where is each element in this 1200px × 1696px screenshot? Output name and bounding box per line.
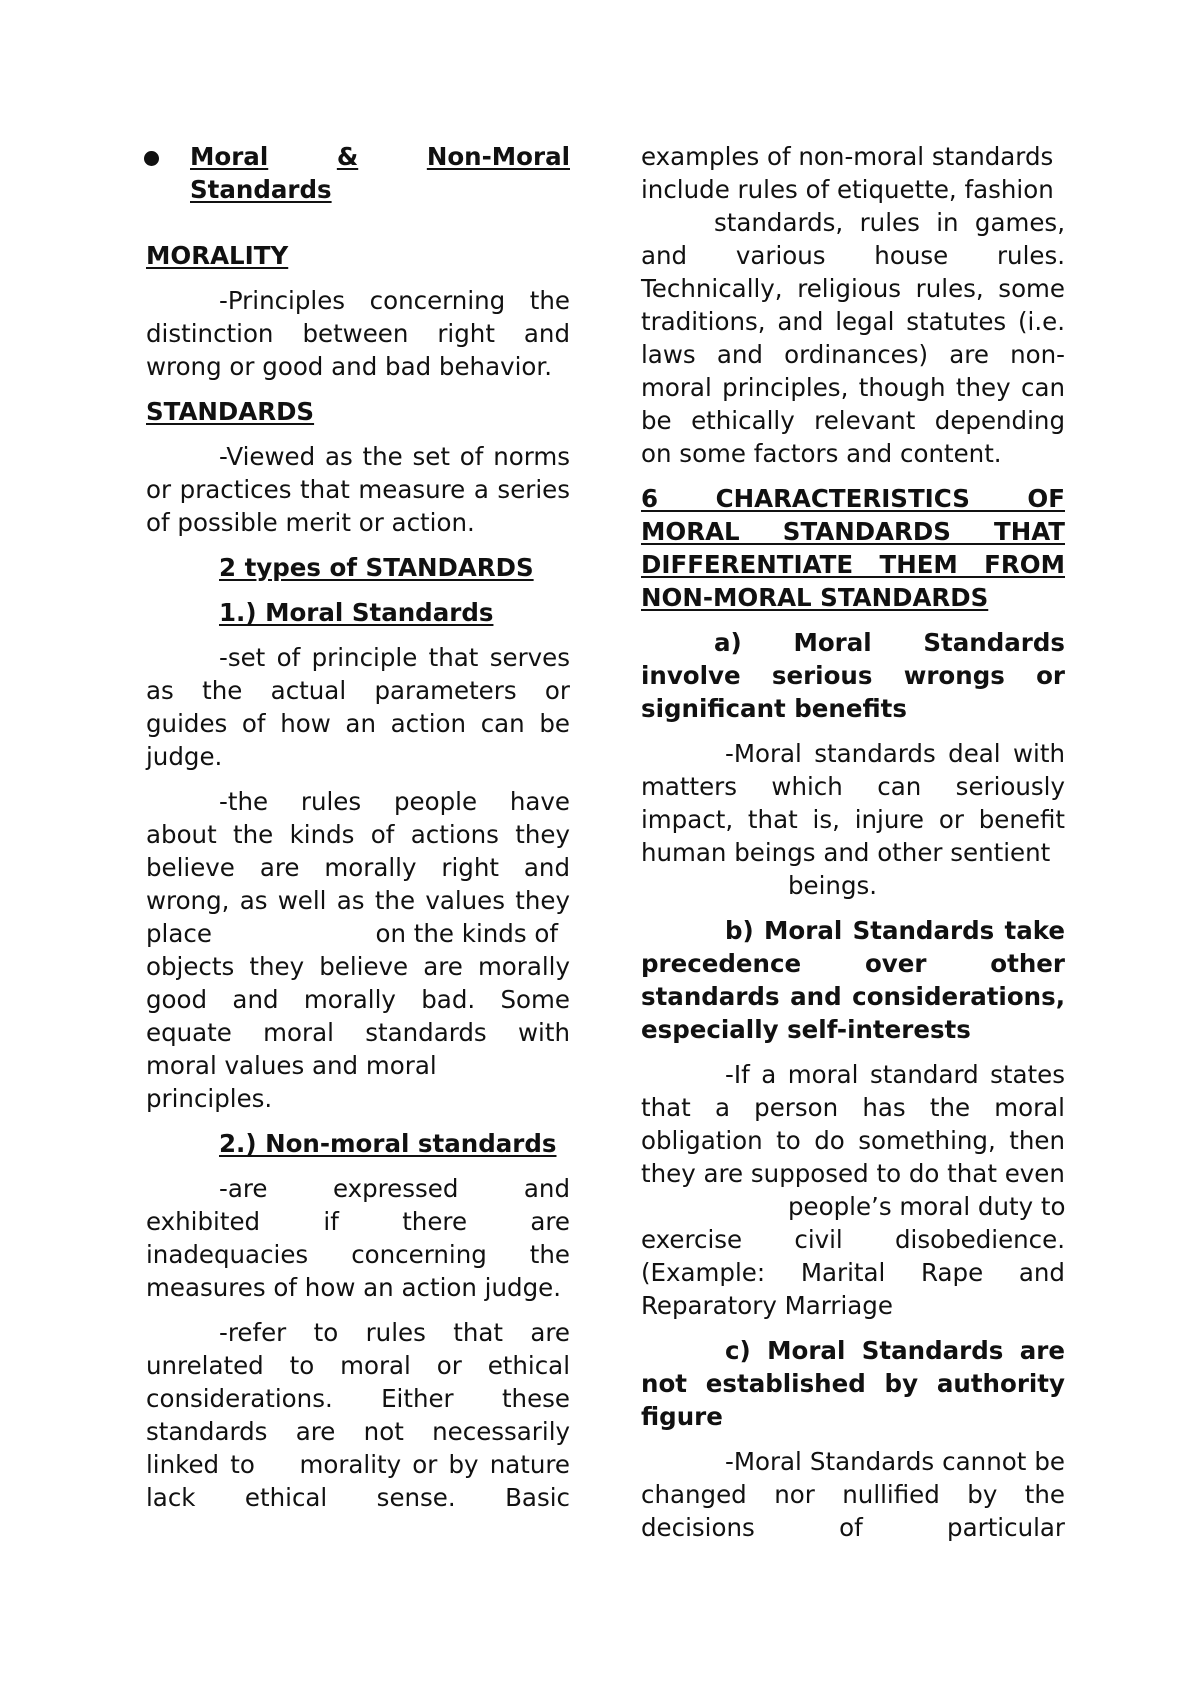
text-line: standards, rules in games, [714,208,1065,237]
text-line: matters which can seriously [641,772,1065,801]
text-line: inadequacies concerning the [146,1240,570,1269]
text-line: laws and ordinances) are non- [641,340,1065,369]
types-heading: 2 types of STANDARDS [219,553,534,582]
text-line: obligation to do something, then [641,1126,1065,1155]
text-line: changed nor nullified by the [641,1480,1065,1509]
section-title [146,140,570,173]
text-line: on some factors and content. [641,439,1002,468]
heading-line: NON-MORAL STANDARDS [641,583,989,612]
heading-line: precedence over other [641,949,1065,978]
text-line: -Moral standards deal with [725,739,1065,768]
text-line: standards are not necessarily [146,1417,570,1446]
heading-line: b) Moral Standards take [725,916,1065,945]
section-title-line2: Standards [190,175,332,204]
heading-line: c) Moral Standards are [725,1336,1065,1365]
text-line: decisions of particular [641,1513,1065,1542]
title-word: & [336,142,359,171]
text-line: believe are morally right and [146,853,570,882]
text-line: judge. [146,742,223,771]
text-line: principles. [146,1084,273,1113]
characteristic-c-text [641,1445,1065,1544]
text-line: of possible merit or action. [146,508,475,537]
text-line: considerations. Either these [146,1384,570,1413]
text-line: lack ethical sense. Basic [146,1483,570,1512]
text-line: -refer to rules that are [219,1318,570,1347]
non-moral-standards-heading: 2.) Non-moral standards [219,1129,557,1158]
text-line: about the kinds of actions they [146,820,570,849]
text-line: -Principles concerning the [219,286,570,315]
left-column [146,140,570,1514]
text-line: distinction between right and [146,319,570,348]
non-moral-paragraph-2 [146,1316,570,1514]
heading-line: involve serious wrongs or [641,661,1065,690]
text-line: include rules of etiquette, fashion [641,175,1054,204]
heading-line: significant benefits [641,694,907,723]
text-line: -are expressed and [219,1174,570,1203]
heading-line: standards and considerations, [641,982,1065,1011]
characteristic-b-text [641,1058,1065,1322]
text-line: and various house rules. [641,241,1065,270]
text-line: exhibited if there are [146,1207,570,1236]
heading-line: not established by authority [641,1369,1065,1398]
non-moral-paragraph-1 [146,1172,570,1304]
text-line: place on the kinds of [146,919,559,948]
moral-standards-heading: 1.) Moral Standards [219,598,494,627]
heading-line: DIFFERENTIATE THEM FROM [641,550,1065,579]
text-line: -Moral Standards cannot be [725,1447,1065,1476]
moral-paragraph-2 [146,785,570,1115]
text-line: wrong, as well as the values they [146,886,570,915]
text-line: equate moral standards with [146,1018,570,1047]
text-line: measures of how an action judge. [146,1273,561,1302]
text-line: traditions, and legal statutes (i.e. [641,307,1065,336]
heading-line: a) Moral Standards [714,628,1065,657]
right-column [641,140,1065,1544]
text-line: linked to morality or by nature [146,1450,570,1479]
text-line: moral principles, though they can [641,373,1065,402]
text-line: -Viewed as the set of norms [219,442,570,471]
moral-paragraph-1 [146,641,570,773]
text-line: Reparatory Marriage [641,1291,893,1320]
heading-line: MORAL STANDARDS THAT [641,517,1065,546]
text-line: Technically, religious rules, some [641,274,1065,303]
text-line: examples of non-moral standards [641,142,1054,171]
text-line: -set of principle that serves [219,643,570,672]
standards-heading: STANDARDS [146,397,315,426]
morality-heading: MORALITY [146,241,289,270]
text-line: as the actual parameters or [146,676,570,705]
heading-line: figure [641,1402,723,1431]
text-line: be ethically relevant depending [641,406,1065,435]
heading-line: 6 CHARACTERISTICS OF [641,484,1065,513]
characteristic-c-heading [641,1334,1065,1433]
text-line: or practices that measure a series [146,475,570,504]
text-line: beings. [788,871,878,900]
characteristic-b-heading [641,914,1065,1046]
text-line: exercise civil disobedience. [641,1225,1065,1254]
characteristic-a-heading [641,626,1065,725]
bullet-icon [144,151,159,166]
text-line: -the rules people have [219,787,570,816]
title-word: Non-Moral [426,142,570,171]
text-line: moral values and moral [146,1051,437,1080]
text-line: guides of how an action can be [146,709,570,738]
morality-paragraph [146,284,570,383]
text-line: that a person has the moral [641,1093,1065,1122]
text-line: -If a moral standard states [725,1060,1065,1089]
title-word: Moral [190,142,269,171]
text-line: they are supposed to do that even [641,1159,1065,1188]
text-line: people’s moral duty to [788,1192,1066,1221]
text-line: (Example: Marital Rape and [641,1258,1065,1287]
text-line: wrong or good and bad behavior. [146,352,553,381]
text-line: good and morally bad. Some [146,985,570,1014]
continued-paragraph [641,140,1065,470]
heading-line: especially self-interests [641,1015,971,1044]
text-line: unrelated to moral or ethical [146,1351,570,1380]
text-line: human beings and other sentient [641,838,1051,867]
characteristic-a-text [641,737,1065,902]
six-characteristics-heading [641,482,1065,614]
text-line: impact, that is, injure or benefit [641,805,1065,834]
standards-paragraph [146,440,570,539]
text-line: objects they believe are morally [146,952,570,981]
